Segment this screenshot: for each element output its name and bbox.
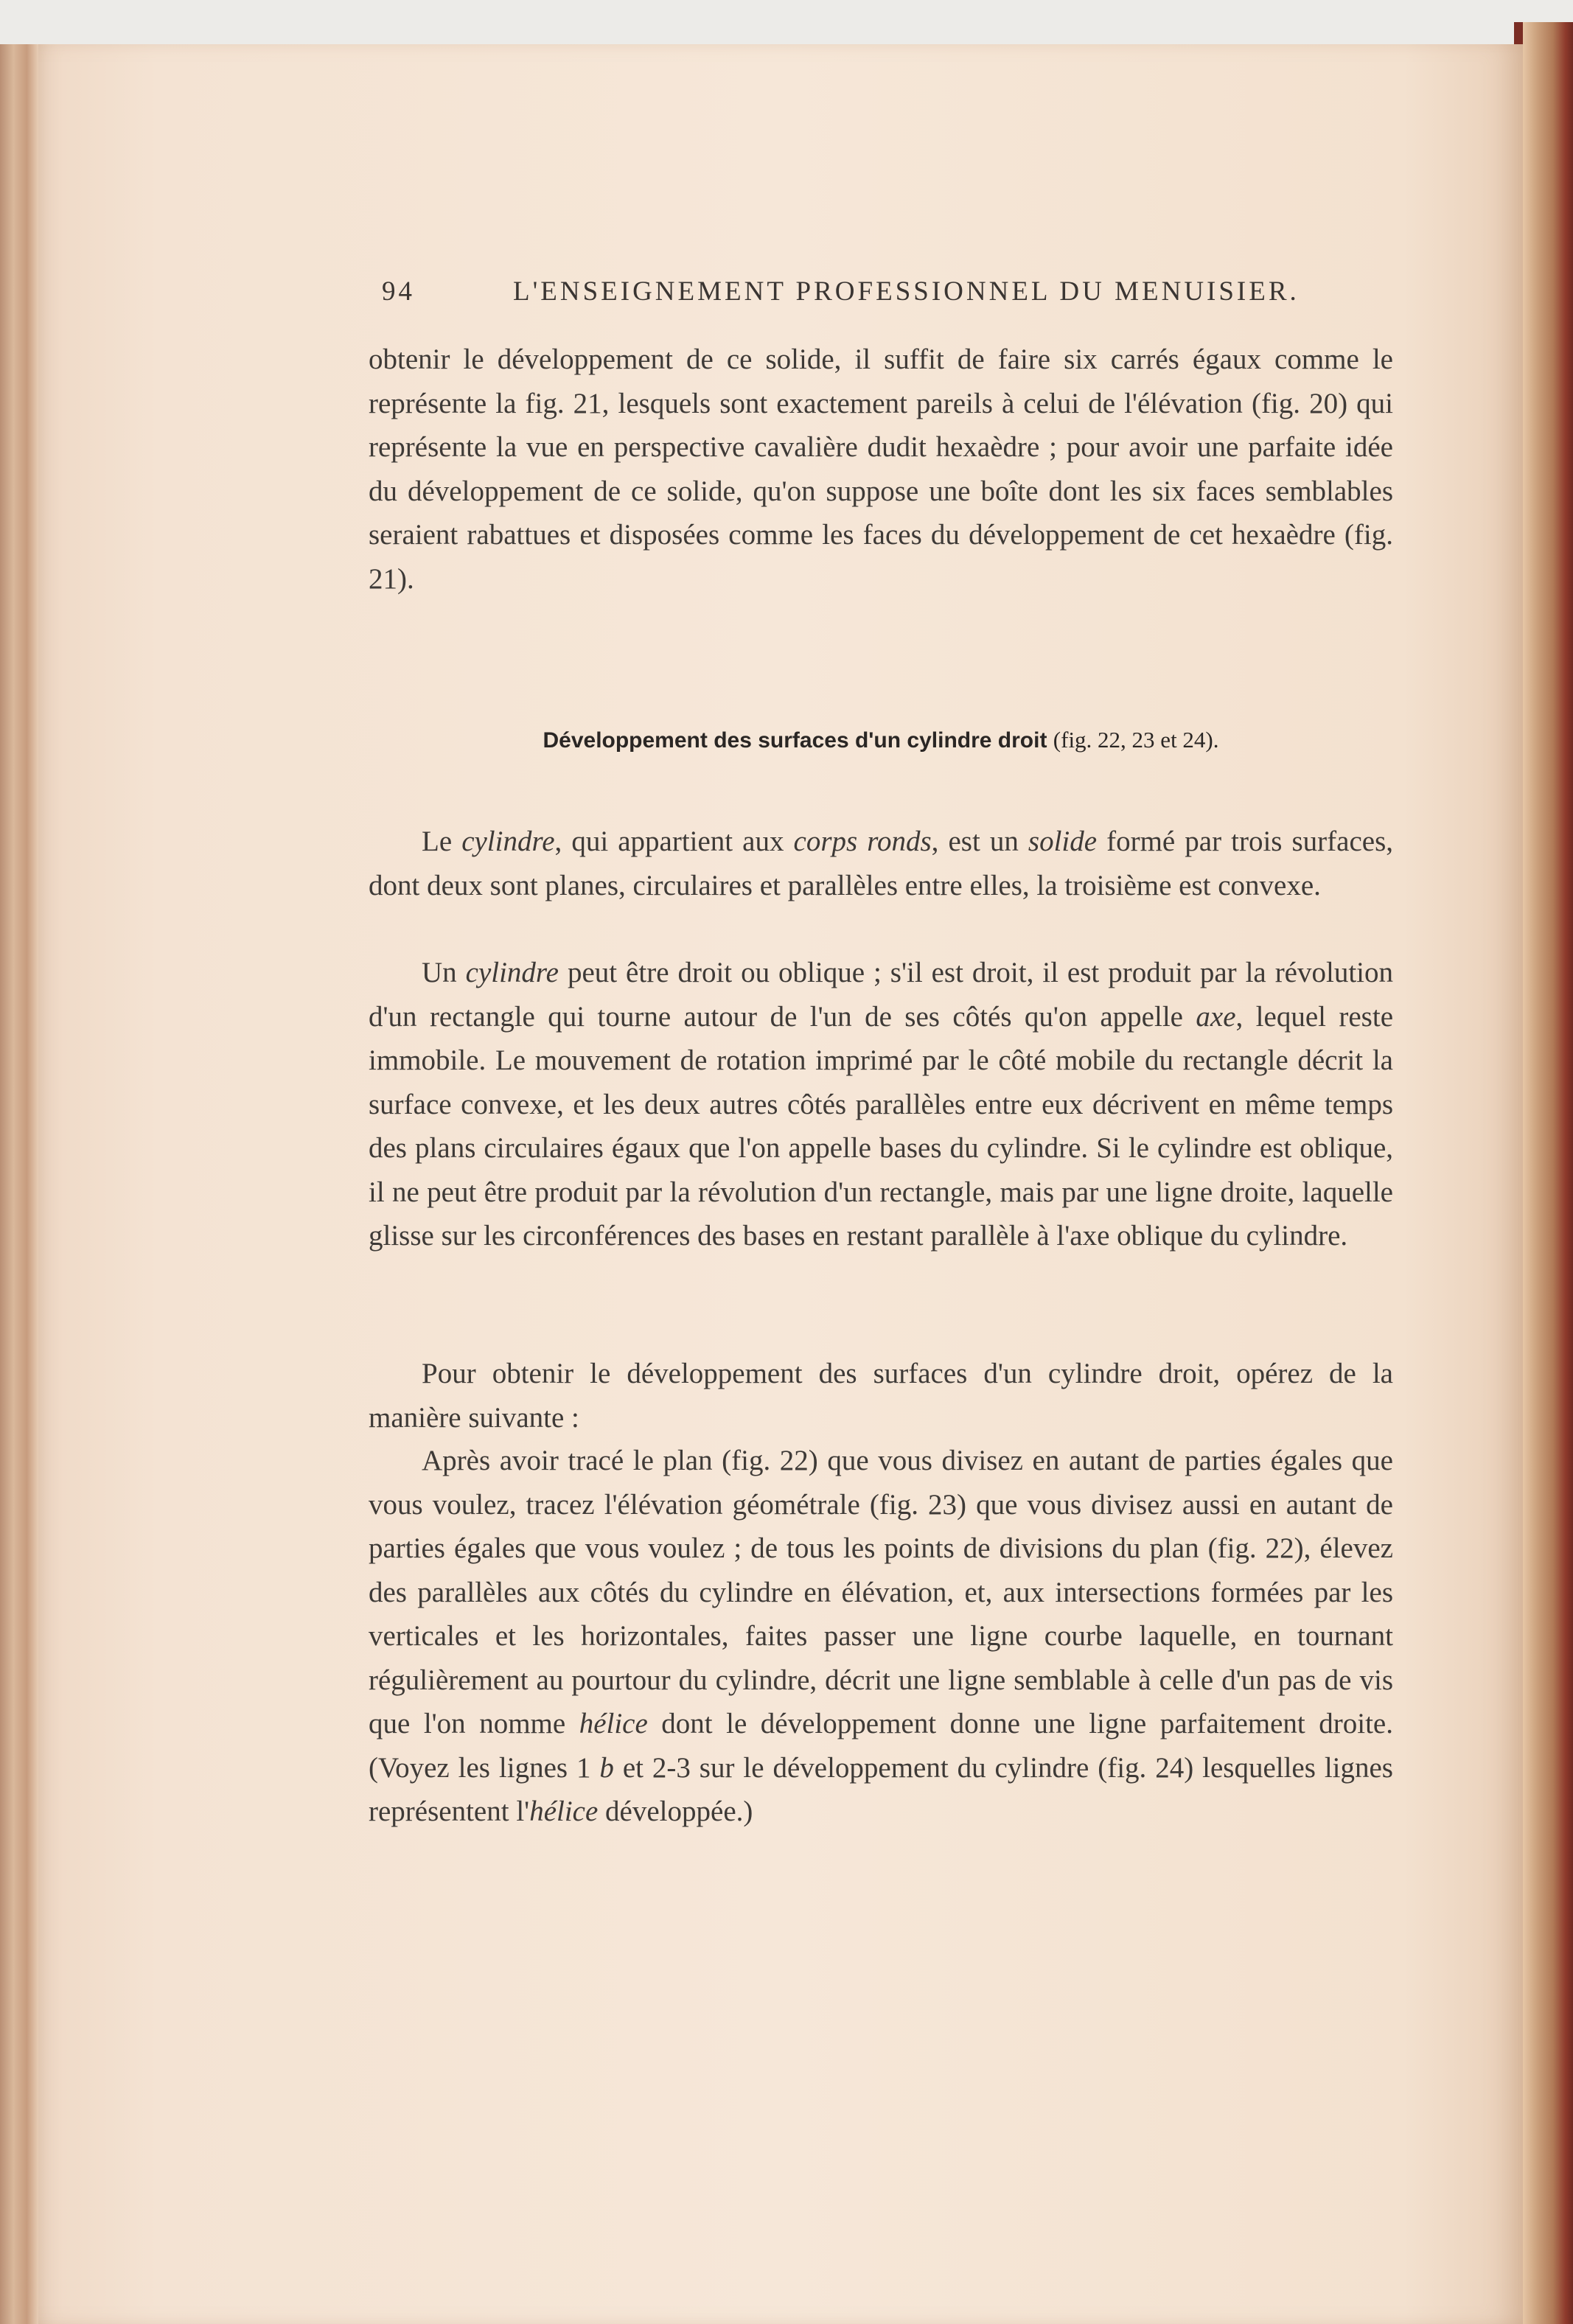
paragraph-cylinder-definition [369, 820, 1393, 907]
italic-term: cylindre [461, 826, 555, 857]
italic-term: hélice [579, 1708, 648, 1739]
paragraph-cylinder-types [369, 951, 1393, 1258]
section-heading [369, 724, 1393, 757]
section-title: Développement des surfaces d'un cylindre droit [543, 728, 1047, 753]
text-run: formé par trois surfaces, dont deux sont planes, circulaires et parallèles entre elles, la troisième est convexe. [369, 826, 1394, 901]
section-figure-reference: (fig. 22, 23 et 24). [1053, 727, 1219, 753]
text-run: , lequel reste immobile. Le mouvement de rotation imprimé par le côté mobile du rectangle décrit la surface convexe, et les deux autres côtés parallèles entre eux décrivent en même temps des plans circulaires égaux que l'on appelle bases du cylindre. Si le cylindre est oblique, il ne peut être produit par la révolution d'un rectangle, mais par une ligne droite, laquelle glisse sur les circonférences des bases en restant parallèle à l'axe oblique du cylindre. [369, 1000, 1394, 1252]
paragraph-intro: obtenir le développement de ce solide, il suffit de faire six carrés égaux comme le représente la fig. 21, lesquels sont exactement pareils à celui de l'élévation (fig. 20) qui représente la vue en perspective cavalière dudit hexaèdre ; pour avoir une parfaite idée du développement de ce solide, qu'on suppose une boîte dont les six faces semblables seraient rabattues et disposées comme les faces du développement de cet hexaèdre (fig. 21). [369, 343, 1393, 595]
italic-term: hélice [529, 1796, 599, 1827]
page-header [382, 276, 1300, 313]
italic-term: corps ronds [793, 826, 932, 857]
italic-term: b [599, 1751, 614, 1784]
text-run: et 2-3 sur le développement du cylindre (fig. 24) lesquelles lignes représentent l' [369, 1751, 1393, 1827]
text-run: dont le développement donne une ligne parfaitement droite. (Voyez les lignes 1 [369, 1708, 1393, 1784]
running-head: L'ENSEIGNEMENT PROFESSIONNEL DU MENUISIER. [513, 276, 1300, 307]
text-run: , qui appartient aux [554, 826, 794, 857]
page-number: 94 [382, 276, 415, 307]
text-run: Le [422, 826, 462, 857]
paragraph-method-intro: Pour obtenir le développement des surfaces d'un cylindre droit, opérez de la manière suivante : [369, 1358, 1393, 1434]
book-edge-right [1523, 22, 1573, 2324]
text-run: peut être droit ou oblique ; s'il est droit, il est produit par la révolution d'un rectangle qui tourne autour de l'un de ses côtés qu'on appelle [369, 957, 1393, 1033]
book-edge-left [0, 44, 38, 2324]
text-run: , est un [931, 826, 1028, 857]
italic-term: axe [1196, 1000, 1236, 1033]
text-run: Un [422, 957, 466, 988]
text-run: développée.) [598, 1796, 753, 1827]
text-run: Après avoir tracé le plan (fig. 22) que vous divisez en autant de parties égales que vous voulez, tracez l'élévation géométrale (fig. 23) que vous divisez aussi en autant de parties égales que vous voulez ; de tous les points de divisions du plan (fig. 22), élevez des parallèles aux côtés du cylindre en élévation, et, aux intersections formées par les verticales et les horizontales, faites passer une ligne courbe laquelle, en tournant régulièrement au pourtour du cylindre, décrit une ligne semblable à celle d'un pas de vis que l'on nomme [369, 1445, 1393, 1739]
paragraph-method-steps [369, 1439, 1393, 1834]
italic-term: solide [1028, 826, 1098, 857]
italic-term: cylindre [465, 957, 559, 988]
